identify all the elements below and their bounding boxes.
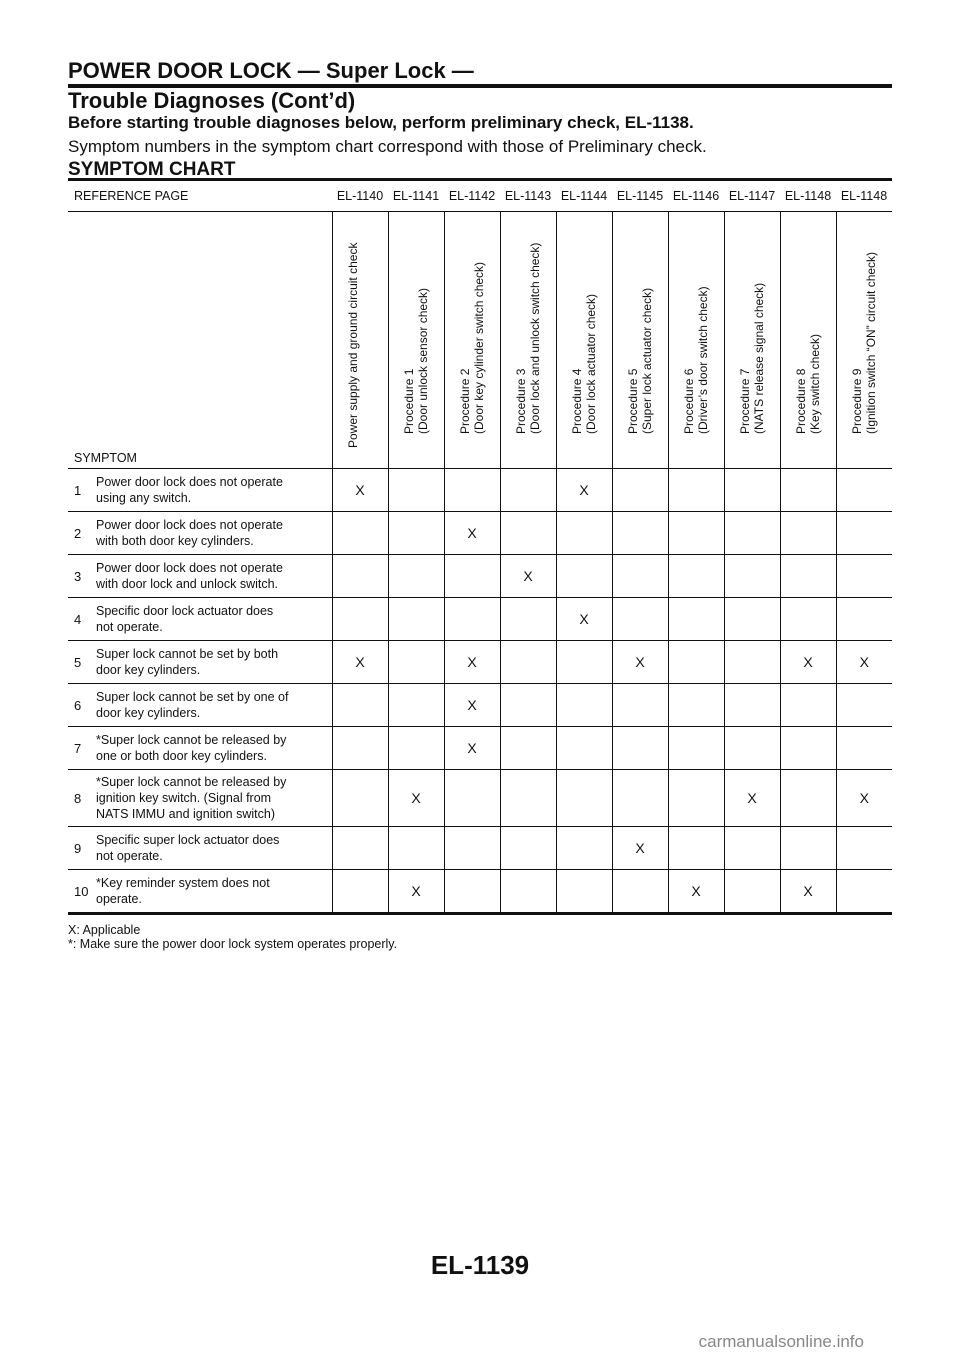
applicability-cell: X [836,641,892,684]
applicability-cell: X [724,770,780,827]
applicability-cell [780,684,836,727]
applicability-cell [500,641,556,684]
applicability-cell: X [500,555,556,598]
symptom-number: 6 [68,684,92,727]
applicability-cell [500,870,556,914]
applicability-cell [724,684,780,727]
procedure-header-text [794,189,822,434]
symptom-chart [68,178,892,915]
applicability-cell [332,512,388,555]
symptom-description-line: door key cylinders. [96,663,201,677]
applicability-cell [612,598,668,641]
applicability-cell [444,469,500,512]
procedure-name: Procedure 5 [626,368,640,434]
reference-page-cell: EL-1144 [556,180,612,212]
applicability-cell [836,555,892,598]
applicability-cell [444,555,500,598]
reference-page-cell: EL-1146 [668,180,724,212]
applicability-cell: X [612,827,668,870]
footnote-applicable: X: Applicable [68,923,141,937]
applicability-cell: X [388,870,444,914]
applicability-cell [612,870,668,914]
applicability-cell [836,827,892,870]
applicability-cell [668,641,724,684]
applicability-cell: X [780,870,836,914]
procedure-description: (Door unlock sensor check) [416,287,430,434]
applicability-cell [332,870,388,914]
symptom-description [92,870,332,914]
procedure-header-text [402,189,430,434]
applicability-cell [500,469,556,512]
applicability-cell: X [556,469,612,512]
symptom-description-line: Super lock cannot be set by one of [96,690,289,704]
applicability-cell [332,684,388,727]
applicability-cell [388,555,444,598]
symptom-description-line: with both door key cylinders. [96,534,254,548]
procedure-header [836,212,892,469]
symptom-description-line: with door lock and unlock switch. [96,577,279,591]
applicability-cell [388,512,444,555]
procedure-name: Procedure 2 [458,368,472,434]
symptom-row [68,641,892,684]
procedure-header-text [570,189,598,434]
reference-page-cell: EL-1145 [612,180,668,212]
applicability-cell [388,469,444,512]
procedure-header-text [850,189,878,434]
applicability-cell [724,641,780,684]
applicability-cell [444,598,500,641]
footnotes [68,923,397,951]
symptom-description-line: Power door lock does not operate [96,518,283,532]
applicability-cell [668,598,724,641]
symptom-label: SYMPTOM [68,212,332,469]
applicability-cell [332,727,388,770]
symptom-description-line: ignition key switch. (Signal from [96,791,272,805]
applicability-cell [332,555,388,598]
symptom-number: 5 [68,641,92,684]
symptom-description-line: Super lock cannot be set by both [96,647,279,661]
applicability-cell: X [836,770,892,827]
applicability-cell [668,770,724,827]
applicability-cell [836,512,892,555]
applicability-cell [388,727,444,770]
symptom-description-line: Power door lock does not operate [96,561,283,575]
symptom-number: 2 [68,512,92,555]
procedure-description: (Door lock actuator check) [584,293,598,434]
applicability-cell [556,684,612,727]
symptom-number: 8 [68,770,92,827]
applicability-cell [444,827,500,870]
applicability-cell: X [444,684,500,727]
applicability-cell: X [332,641,388,684]
symptom-description-line: one or both door key cylinders. [96,749,267,763]
procedure-header [780,212,836,469]
applicability-cell [836,870,892,914]
procedure-header [444,212,500,469]
procedure-header-text [738,189,766,434]
reference-page-cell: EL-1140 [332,180,388,212]
symptom-description-line: using any switch. [96,491,192,505]
applicability-cell [556,870,612,914]
procedure-header-text [346,203,360,448]
procedure-description: (Door key cylinder switch check) [472,261,486,434]
symptom-row [68,770,892,827]
applicability-cell: X [444,512,500,555]
applicability-cell [500,727,556,770]
procedure-name: Procedure 1 [402,368,416,434]
applicability-cell [388,827,444,870]
applicability-cell [836,469,892,512]
applicability-cell [556,512,612,555]
symptom-description-line: not operate. [96,849,163,863]
symptom-description [92,512,332,555]
procedure-header-text [682,189,710,434]
applicability-cell [556,555,612,598]
symptom-number: 9 [68,827,92,870]
applicability-cell [836,684,892,727]
procedure-header [724,212,780,469]
reference-page-cell: EL-1141 [388,180,444,212]
symptom-row [68,598,892,641]
applicability-cell: X [612,641,668,684]
symptom-description [92,555,332,598]
procedure-header [612,212,668,469]
applicability-cell [332,827,388,870]
procedure-name: Procedure 8 [794,368,808,434]
applicability-cell [500,770,556,827]
applicability-cell [780,727,836,770]
applicability-cell [500,512,556,555]
procedure-header [500,212,556,469]
applicability-cell [444,870,500,914]
applicability-cell [388,598,444,641]
symptom-description-line: *Key reminder system does not [96,876,270,890]
applicability-cell [668,727,724,770]
procedure-name: Procedure 4 [570,368,584,434]
applicability-cell: X [388,770,444,827]
procedure-header [556,212,612,469]
applicability-cell [668,827,724,870]
reference-page-label: REFERENCE PAGE [68,180,332,212]
applicability-cell [500,598,556,641]
reference-page-cell: EL-1148 [836,180,892,212]
applicability-cell: X [332,469,388,512]
applicability-cell [556,641,612,684]
symptom-description-line: Specific super lock actuator does [96,833,280,847]
procedure-header [668,212,724,469]
section-title: SYMPTOM CHART [68,159,236,180]
symptom-row [68,827,892,870]
applicability-cell [332,770,388,827]
applicability-cell [444,770,500,827]
applicability-cell [500,827,556,870]
applicability-cell [836,727,892,770]
symptom-row [68,469,892,512]
applicability-cell [724,727,780,770]
applicability-cell: X [668,870,724,914]
symptom-description-line: *Super lock cannot be released by [96,733,287,747]
applicability-cell [500,684,556,727]
symptom-description-line: Specific door lock actuator does [96,604,274,618]
symptom-description-line: door key cylinders. [96,706,201,720]
symptom-number: 1 [68,469,92,512]
applicability-cell [612,770,668,827]
procedure-description: (Super lock actuator check) [640,287,654,434]
applicability-cell [388,684,444,727]
header-subtitle: Trouble Diagnoses (Cont’d) [68,88,356,113]
watermark: carmanualsonline.info [698,1332,864,1351]
symptom-number: 3 [68,555,92,598]
reference-page-cell: EL-1148 [780,180,836,212]
symptom-description-line: NATS IMMU and ignition switch) [96,807,275,821]
procedure-description: (Driver’s door switch check) [696,286,710,434]
procedure-description: (Ignition switch “ON” circuit check) [864,251,879,434]
procedure-header-row [68,212,892,469]
applicability-cell [780,555,836,598]
applicability-cell [668,684,724,727]
applicability-cell [780,469,836,512]
procedure-name: Procedure 7 [738,368,752,434]
symptom-table [68,178,892,915]
applicability-cell [668,555,724,598]
applicability-cell [556,770,612,827]
symptom-number: 4 [68,598,92,641]
applicability-cell [612,727,668,770]
applicability-cell [780,770,836,827]
applicability-cell [388,641,444,684]
procedure-header-text [626,189,654,434]
symptom-description-line: operate. [96,892,142,906]
procedure-name: Procedure 9 [850,368,865,434]
applicability-cell [724,555,780,598]
symptom-description [92,770,332,827]
procedure-description: Power supply and ground circuit check [346,242,360,448]
procedure-description: (NATS release signal check) [752,282,766,434]
reference-page-cell: EL-1147 [724,180,780,212]
intro [68,112,898,181]
applicability-cell [332,598,388,641]
symptom-number: 7 [68,727,92,770]
applicability-cell [556,827,612,870]
reference-page-cell: EL-1143 [500,180,556,212]
applicability-cell [724,512,780,555]
intro-instruction: Before starting trouble diagnoses below, perform preliminary check, EL-1138. [68,113,694,132]
procedure-header [388,212,444,469]
applicability-cell [556,727,612,770]
procedure-description: (Door lock and unlock switch check) [528,242,542,434]
reference-page-cell: EL-1142 [444,180,500,212]
intro-note: Symptom numbers in the symptom chart correspond with those of Preliminary check. [68,137,707,156]
applicability-cell [836,598,892,641]
symptom-row [68,870,892,914]
applicability-cell [612,469,668,512]
applicability-cell [724,469,780,512]
symptom-row [68,684,892,727]
symptom-description-line: Power door lock does not operate [96,475,283,489]
applicability-cell [780,827,836,870]
page-header [68,58,892,114]
symptom-description [92,641,332,684]
symptom-description-line: not operate. [96,620,163,634]
symptom-row [68,727,892,770]
header-title: POWER DOOR LOCK — Super Lock — [68,58,474,83]
symptom-description [92,727,332,770]
applicability-cell: X [444,641,500,684]
applicability-cell [724,827,780,870]
applicability-cell [724,598,780,641]
applicability-cell: X [444,727,500,770]
procedure-header-text [458,189,486,434]
symptom-description-line: *Super lock cannot be released by [96,775,287,789]
applicability-cell: X [780,641,836,684]
applicability-cell [612,512,668,555]
applicability-cell: X [556,598,612,641]
procedure-header-text [514,189,542,434]
symptom-row [68,555,892,598]
procedure-name: Procedure 6 [682,368,696,434]
applicability-cell [668,469,724,512]
symptom-number: 10 [68,870,92,914]
symptom-description [92,827,332,870]
symptom-description [92,469,332,512]
procedure-header [332,212,388,469]
applicability-cell [612,684,668,727]
symptom-description [92,684,332,727]
applicability-cell [780,512,836,555]
procedure-description: (Key switch check) [808,333,822,434]
symptom-description [92,598,332,641]
applicability-cell [780,598,836,641]
applicability-cell [724,870,780,914]
procedure-name: Procedure 3 [514,368,528,434]
symptom-row [68,512,892,555]
applicability-cell [668,512,724,555]
applicability-cell [612,555,668,598]
footnote-asterisk: *: Make sure the power door lock system operates properly. [68,937,398,951]
page-number: EL-1139 [430,1250,530,1280]
